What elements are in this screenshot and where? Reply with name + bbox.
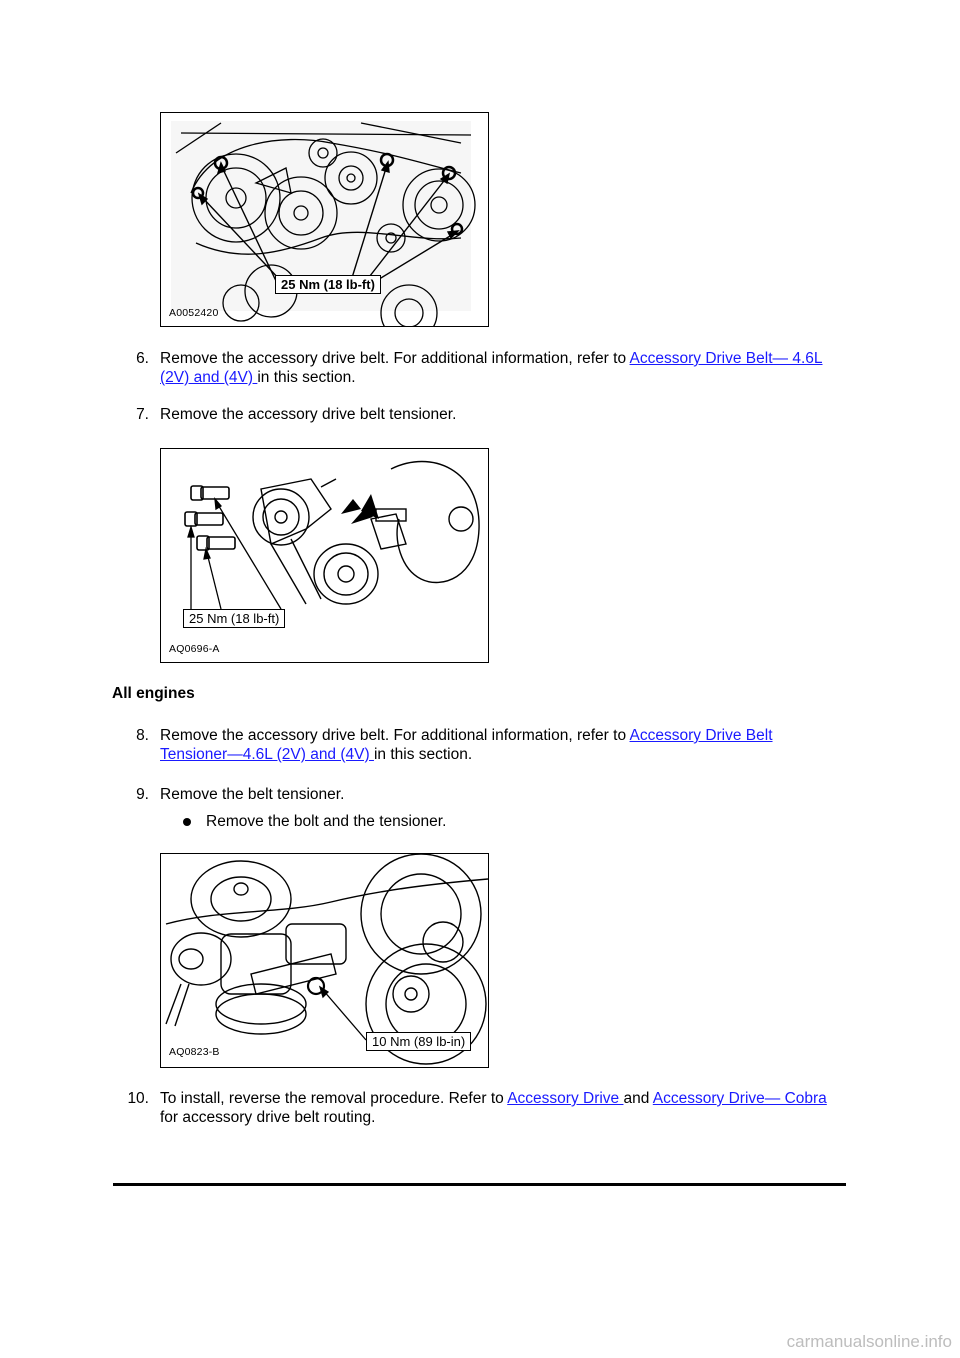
step-10	[0, 1089, 960, 1129]
step-number: 7.	[136, 406, 149, 423]
step-text: Remove the accessory drive belt tensioner.	[160, 406, 457, 423]
figure-id-label: AQ0696-A	[169, 643, 220, 655]
accessory-drive-link[interactable]: Accessory Drive	[507, 1090, 624, 1107]
figure-belt-tensioner-bolt	[160, 853, 489, 1068]
step-number: 9.	[136, 786, 149, 803]
footer-divider	[113, 1183, 846, 1186]
torque-callout: 25 Nm (18 lb-ft)	[275, 275, 381, 294]
watermark: carmanualsonline.info	[786, 1332, 952, 1351]
figure-id-label: A0052420	[169, 307, 219, 319]
step-text: To install, reverse the removal procedure. Refer to Accessory Drive and Accessory Drive— Cobra for accessory drive belt routing.	[160, 1090, 827, 1126]
step-9	[0, 785, 960, 805]
step-number: 10.	[127, 1090, 149, 1107]
figure-engine-front-bolts	[160, 112, 489, 327]
step-text: Remove the accessory drive belt. For additional information, refer to Accessory Drive Belt Tensioner—4.6L (2V) and (4V) in this section.	[160, 727, 773, 763]
step-number: 8.	[136, 727, 149, 744]
tensioner-illustration	[161, 449, 488, 662]
section-heading: All engines	[112, 685, 195, 702]
step-text: Remove the accessory drive belt. For additional information, refer to Accessory Drive Belt— 4.6L (2V) and (4V) in this section.	[160, 350, 823, 386]
bullet-dot-icon	[183, 818, 191, 826]
accessory-drive-belt-tensioner-link[interactable]: Accessory Drive Belt Tensioner—4.6L (2V) and (4V)	[160, 727, 773, 763]
engine-front-illustration	[161, 113, 488, 326]
step-7	[0, 405, 960, 425]
step-6	[0, 349, 960, 389]
step-number: 6.	[136, 350, 149, 367]
torque-callout: 25 Nm (18 lb-ft)	[183, 609, 285, 628]
figure-id-label: AQ0823-B	[169, 1046, 220, 1058]
accessory-drive-cobra-link[interactable]: Accessory Drive— Cobra	[652, 1090, 827, 1107]
step-8	[0, 726, 960, 766]
accessory-drive-belt-link[interactable]: Accessory Drive Belt— 4.6L (2V) and (4V)	[160, 350, 823, 386]
torque-callout: 10 Nm (89 lb-in)	[366, 1032, 471, 1051]
bullet-text: Remove the bolt and the tensioner.	[206, 813, 447, 830]
figure-tensioner-removal	[160, 448, 489, 663]
step-text: Remove the belt tensioner.	[160, 786, 345, 803]
